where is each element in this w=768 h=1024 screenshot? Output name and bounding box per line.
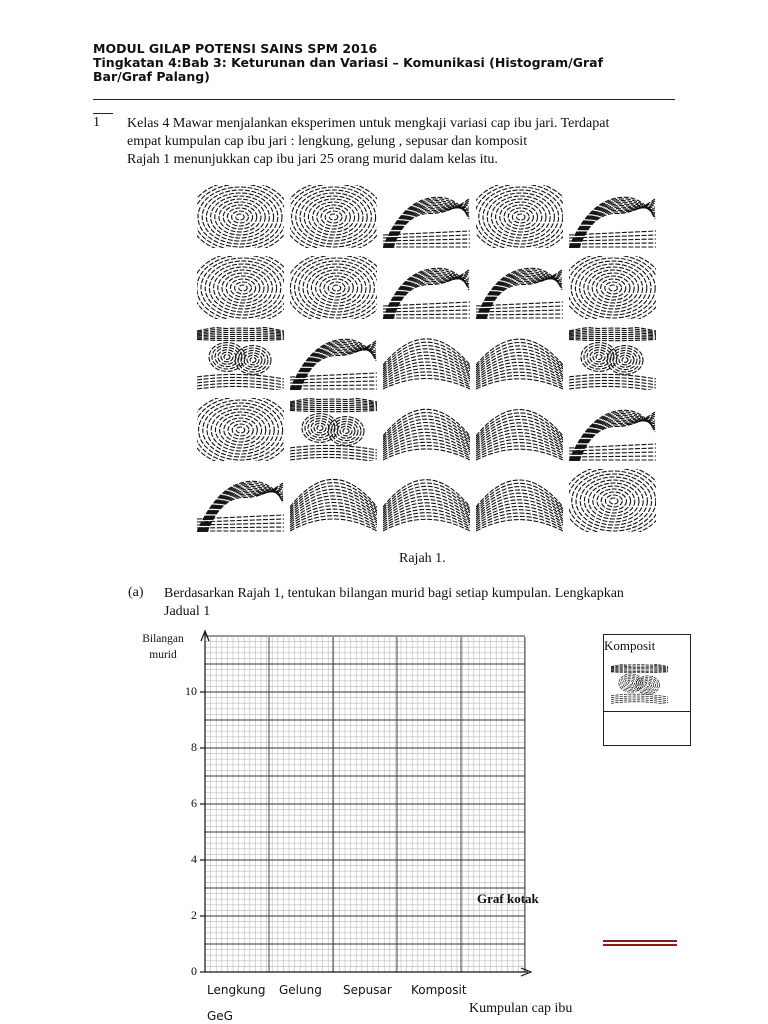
y-tick-label: 8: [191, 740, 197, 754]
part-a-line-2: Jadual 1: [164, 604, 211, 619]
x-category-label: Sepusar: [343, 983, 392, 997]
part-a-line-1: Berdasarkan Rajah 1, tentukan bilangan murid bagi setiap kumpulan. Lengkapkan: [164, 586, 624, 601]
header-title: MODUL GILAP POTENSI SAINS SPM 2016: [93, 41, 378, 56]
part-a-label: (a): [128, 585, 144, 600]
y-tick-label: 10: [185, 684, 197, 698]
extra-label: GeG: [207, 1009, 233, 1023]
header-subtitle-cont: Bar/Graf Palang): [93, 69, 210, 84]
header-subtitle: Tingkatan 4:Bab 3: Keturunan dan Variasi – Komunikasi (Histogram/Graf: [93, 55, 604, 70]
table-row-divider: [604, 711, 690, 712]
y-tick-label: 6: [191, 796, 197, 810]
y-axis-label-line-1: Bilangan: [142, 633, 184, 645]
figure-caption: Rajah 1.: [399, 551, 446, 566]
table-header-komposit: Komposit: [604, 638, 656, 653]
x-axis-label: Kumpulan cap ibu: [469, 1001, 573, 1016]
question-line-2: empat kumpulan cap ibu jari : lengkung, gelung , sepusar dan komposit: [127, 134, 528, 149]
x-category-label: Komposit: [411, 983, 467, 997]
y-tick-label: 0: [191, 964, 197, 978]
y-tick-label: 4: [191, 852, 197, 866]
question-line-3: Rajah 1 menunjukkan cap ibu jari 25 orang murid dalam kelas itu.: [127, 152, 498, 167]
composite-fingerprint-thumbnail: [611, 664, 668, 704]
x-category-label: Lengkung: [207, 983, 266, 997]
y-axis-label-line-2: murid: [149, 649, 177, 661]
question-number: 1: [93, 115, 100, 130]
accent-rule-top: [603, 940, 677, 942]
question-line-1: Kelas 4 Mawar menjalankan eksperimen untuk mengkaji variasi cap ibu jari. Terdapat: [127, 116, 610, 131]
x-category-label: Gelung: [279, 983, 322, 997]
graph-annotation: Graf kotak: [477, 891, 539, 906]
table-1-fragment: [603, 634, 691, 746]
accent-rule-bottom: [603, 944, 677, 946]
y-tick-label: 2: [191, 908, 197, 922]
